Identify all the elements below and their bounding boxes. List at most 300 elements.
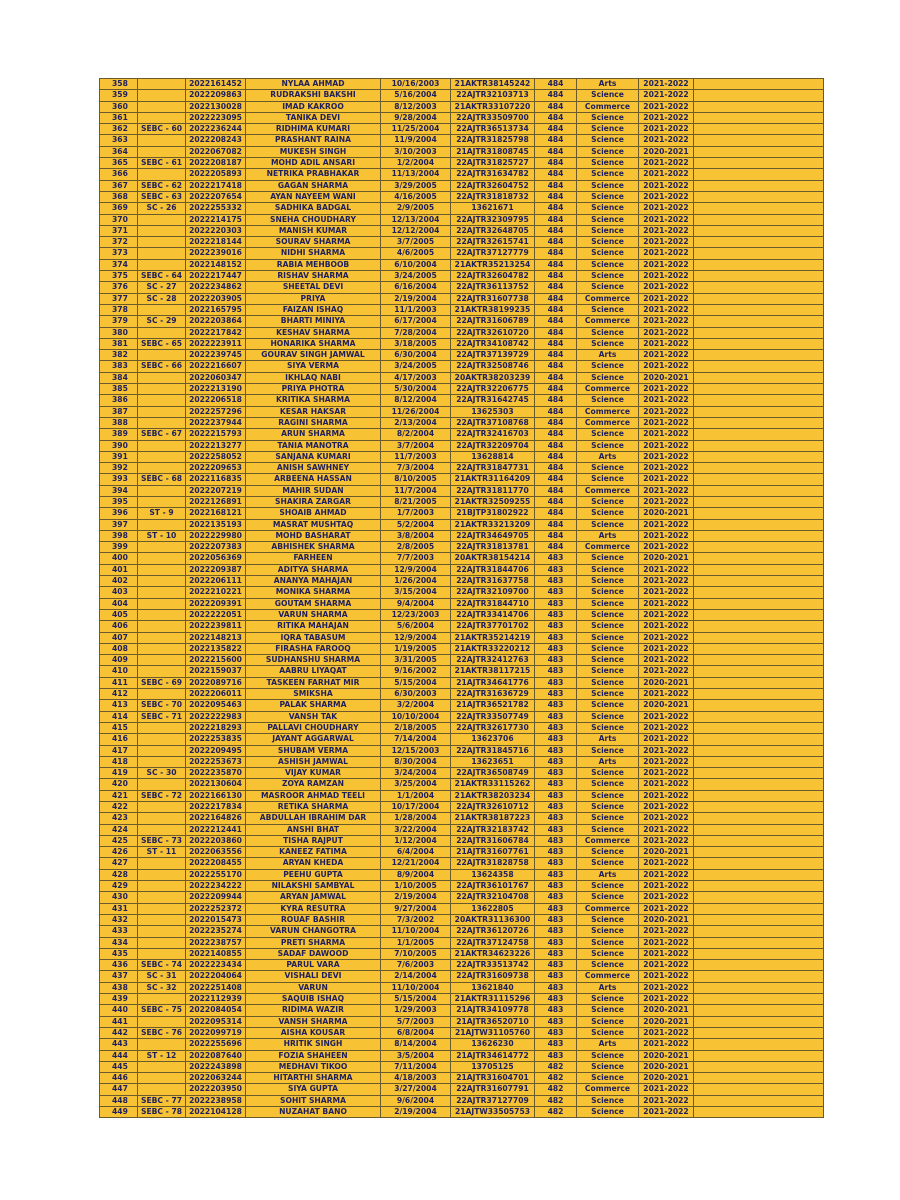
serial-number-cell: 381 xyxy=(100,338,138,349)
empty-cell xyxy=(694,530,824,541)
stream-cell: Commerce xyxy=(577,485,639,496)
date-of-birth-cell: 1/2/2004 xyxy=(381,158,451,169)
form-number-cell: 2022255170 xyxy=(186,869,246,880)
empty-cell xyxy=(694,293,824,304)
marks-cell: 484 xyxy=(535,158,577,169)
marks-cell: 483 xyxy=(535,564,577,575)
empty-cell xyxy=(694,881,824,892)
serial-number-cell: 403 xyxy=(100,587,138,598)
candidate-name-cell: FIRASHA FAROOQ xyxy=(246,643,381,654)
empty-cell xyxy=(694,835,824,846)
date-of-birth-cell: 9/4/2004 xyxy=(381,598,451,609)
table-row xyxy=(100,745,824,756)
stream-cell: Science xyxy=(577,609,639,620)
date-of-birth-cell: 2/14/2004 xyxy=(381,971,451,982)
serial-number-cell: 375 xyxy=(100,271,138,282)
table-row xyxy=(100,282,824,293)
session-cell: 2021-2022 xyxy=(639,926,694,937)
table-row xyxy=(100,338,824,349)
empty-cell xyxy=(694,90,824,101)
roll-number-cell: 22AJTR31844706 xyxy=(451,564,535,575)
date-of-birth-cell: 2/19/2004 xyxy=(381,1107,451,1118)
empty-cell xyxy=(694,135,824,146)
candidate-name-cell: PRIYA xyxy=(246,293,381,304)
stream-cell: Science xyxy=(577,768,639,779)
form-number-cell: 2022116835 xyxy=(186,474,246,485)
empty-cell xyxy=(694,1050,824,1061)
stream-cell: Commerce xyxy=(577,903,639,914)
session-cell: 2021-2022 xyxy=(639,180,694,191)
roll-number-cell: 20AKTR31136300 xyxy=(451,914,535,925)
empty-cell xyxy=(694,1039,824,1050)
session-cell: 2021-2022 xyxy=(639,564,694,575)
session-cell: 2020-2021 xyxy=(639,553,694,564)
marks-cell: 484 xyxy=(535,191,577,202)
serial-number-cell: 397 xyxy=(100,519,138,530)
form-number-cell: 2022067082 xyxy=(186,146,246,157)
marks-cell: 483 xyxy=(535,621,577,632)
empty-cell xyxy=(694,948,824,959)
empty-cell xyxy=(694,372,824,383)
candidate-name-cell: VANSH SHARMA xyxy=(246,1016,381,1027)
candidate-name-cell: KESHAV SHARMA xyxy=(246,327,381,338)
session-cell: 2021-2022 xyxy=(639,271,694,282)
category-rank-cell xyxy=(138,451,186,462)
date-of-birth-cell: 3/24/2005 xyxy=(381,271,451,282)
category-rank-cell: ST - 12 xyxy=(138,1050,186,1061)
serial-number-cell: 408 xyxy=(100,643,138,654)
candidate-name-cell: PRASHANT RAINA xyxy=(246,135,381,146)
category-rank-cell: SEBC - 75 xyxy=(138,1005,186,1016)
session-cell: 2021-2022 xyxy=(639,361,694,372)
form-number-cell: 2022209653 xyxy=(186,463,246,474)
date-of-birth-cell: 1/1/2005 xyxy=(381,937,451,948)
serial-number-cell: 366 xyxy=(100,169,138,180)
date-of-birth-cell: 3/5/2004 xyxy=(381,1050,451,1061)
marks-cell: 483 xyxy=(535,892,577,903)
form-number-cell: 2022217447 xyxy=(186,271,246,282)
candidate-name-cell: ADITYA SHARMA xyxy=(246,564,381,575)
session-cell: 2020-2021 xyxy=(639,508,694,519)
candidate-name-cell: ANSHI BHAT xyxy=(246,824,381,835)
empty-cell xyxy=(694,779,824,790)
candidate-name-cell: RAGINI SHARMA xyxy=(246,417,381,428)
candidate-name-cell: VARUN CHANGOTRA xyxy=(246,926,381,937)
table-row xyxy=(100,293,824,304)
serial-number-cell: 396 xyxy=(100,508,138,519)
form-number-cell: 2022204064 xyxy=(186,971,246,982)
table-row xyxy=(100,463,824,474)
form-number-cell: 2022258052 xyxy=(186,451,246,462)
marks-cell: 484 xyxy=(535,282,577,293)
date-of-birth-cell: 1/26/2004 xyxy=(381,576,451,587)
empty-cell xyxy=(694,304,824,315)
form-number-cell: 2022223095 xyxy=(186,112,246,123)
session-cell: 2021-2022 xyxy=(639,869,694,880)
serial-number-cell: 422 xyxy=(100,802,138,813)
date-of-birth-cell: 7/14/2004 xyxy=(381,734,451,745)
marks-cell: 483 xyxy=(535,914,577,925)
roll-number-cell: 22AJTR31606784 xyxy=(451,835,535,846)
empty-cell xyxy=(694,790,824,801)
stream-cell: Commerce xyxy=(577,971,639,982)
session-cell: 2021-2022 xyxy=(639,632,694,643)
form-number-cell: 2022217842 xyxy=(186,327,246,338)
roll-number-cell: 22AJTR32103713 xyxy=(451,90,535,101)
session-cell: 2021-2022 xyxy=(639,79,694,90)
candidate-name-cell: SHUBAM VERMA xyxy=(246,745,381,756)
date-of-birth-cell: 11/13/2004 xyxy=(381,169,451,180)
stream-cell: Science xyxy=(577,1061,639,1072)
table-row xyxy=(100,79,824,90)
date-of-birth-cell: 4/17/2003 xyxy=(381,372,451,383)
stream-cell: Science xyxy=(577,203,639,214)
empty-cell xyxy=(694,971,824,982)
roll-number-cell: 22AJTR31607791 xyxy=(451,1084,535,1095)
marks-cell: 483 xyxy=(535,711,577,722)
stream-cell: Arts xyxy=(577,869,639,880)
stream-cell: Science xyxy=(577,463,639,474)
form-number-cell: 2022215793 xyxy=(186,429,246,440)
form-number-cell: 2022213277 xyxy=(186,440,246,451)
category-rank-cell xyxy=(138,79,186,90)
serial-number-cell: 424 xyxy=(100,824,138,835)
serial-number-cell: 358 xyxy=(100,79,138,90)
session-cell: 2021-2022 xyxy=(639,768,694,779)
category-rank-cell: SEBC - 78 xyxy=(138,1107,186,1118)
category-rank-cell: SEBC - 64 xyxy=(138,271,186,282)
category-rank-cell xyxy=(138,225,186,236)
empty-cell xyxy=(694,689,824,700)
empty-cell xyxy=(694,756,824,767)
empty-cell xyxy=(694,802,824,813)
marks-cell: 484 xyxy=(535,79,577,90)
stream-cell: Science xyxy=(577,960,639,971)
candidate-name-cell: FAIZAN ISHAQ xyxy=(246,304,381,315)
stream-cell: Commerce xyxy=(577,101,639,112)
date-of-birth-cell: 8/12/2004 xyxy=(381,395,451,406)
stream-cell: Science xyxy=(577,361,639,372)
empty-cell xyxy=(694,666,824,677)
form-number-cell: 2022056369 xyxy=(186,553,246,564)
session-cell: 2021-2022 xyxy=(639,485,694,496)
empty-cell xyxy=(694,384,824,395)
form-number-cell: 2022207383 xyxy=(186,542,246,553)
marks-cell: 483 xyxy=(535,813,577,824)
candidate-name-cell: ARBEENA HASSAN xyxy=(246,474,381,485)
stream-cell: Science xyxy=(577,440,639,451)
stream-cell: Science xyxy=(577,237,639,248)
roll-number-cell: 21AJTR36520710 xyxy=(451,1016,535,1027)
empty-cell xyxy=(694,813,824,824)
category-rank-cell xyxy=(138,937,186,948)
serial-number-cell: 401 xyxy=(100,564,138,575)
empty-cell xyxy=(694,892,824,903)
stream-cell: Commerce xyxy=(577,835,639,846)
roll-number-cell: 22AJTR31825798 xyxy=(451,135,535,146)
session-cell: 2021-2022 xyxy=(639,903,694,914)
empty-cell xyxy=(694,553,824,564)
roll-number-cell: 21AJTR31604701 xyxy=(451,1073,535,1084)
date-of-birth-cell: 11/9/2004 xyxy=(381,135,451,146)
stream-cell: Science xyxy=(577,564,639,575)
form-number-cell: 2022253673 xyxy=(186,756,246,767)
serial-number-cell: 437 xyxy=(100,971,138,982)
serial-number-cell: 440 xyxy=(100,1005,138,1016)
candidate-name-cell: TASKEEN FARHAT MIR xyxy=(246,677,381,688)
marks-cell: 484 xyxy=(535,124,577,135)
date-of-birth-cell: 8/12/2003 xyxy=(381,101,451,112)
stream-cell: Science xyxy=(577,496,639,507)
date-of-birth-cell: 11/7/2004 xyxy=(381,485,451,496)
serial-number-cell: 417 xyxy=(100,745,138,756)
date-of-birth-cell: 8/14/2004 xyxy=(381,1039,451,1050)
serial-number-cell: 388 xyxy=(100,417,138,428)
serial-number-cell: 386 xyxy=(100,395,138,406)
roll-number-cell: 22AJTR31845716 xyxy=(451,745,535,756)
category-rank-cell xyxy=(138,259,186,270)
form-number-cell: 2022209387 xyxy=(186,564,246,575)
date-of-birth-cell: 7/10/2005 xyxy=(381,948,451,959)
roll-number-cell: 21AKTR35214219 xyxy=(451,632,535,643)
table-row xyxy=(100,869,824,880)
session-cell: 2020-2021 xyxy=(639,1005,694,1016)
candidate-name-cell: MASROOR AHMAD TEELI xyxy=(246,790,381,801)
session-cell: 2021-2022 xyxy=(639,711,694,722)
table-row xyxy=(100,530,824,541)
marks-cell: 483 xyxy=(535,835,577,846)
session-cell: 2021-2022 xyxy=(639,835,694,846)
stream-cell: Science xyxy=(577,1027,639,1038)
table-row xyxy=(100,304,824,315)
stream-cell: Commerce xyxy=(577,1084,639,1095)
empty-cell xyxy=(694,847,824,858)
date-of-birth-cell: 8/2/2004 xyxy=(381,429,451,440)
form-number-cell: 2022234222 xyxy=(186,881,246,892)
date-of-birth-cell: 2/18/2005 xyxy=(381,722,451,733)
table-row xyxy=(100,1084,824,1095)
candidate-name-cell: KANEEZ FATIMA xyxy=(246,847,381,858)
table-row xyxy=(100,553,824,564)
stream-cell: Science xyxy=(577,327,639,338)
marks-cell: 483 xyxy=(535,700,577,711)
session-cell: 2020-2021 xyxy=(639,1016,694,1027)
serial-number-cell: 445 xyxy=(100,1061,138,1072)
category-rank-cell xyxy=(138,869,186,880)
roll-number-cell: 21AKTR38187223 xyxy=(451,813,535,824)
empty-cell xyxy=(694,463,824,474)
table-row xyxy=(100,881,824,892)
category-rank-cell: SEBC - 74 xyxy=(138,960,186,971)
category-rank-cell: SEBC - 69 xyxy=(138,677,186,688)
serial-number-cell: 398 xyxy=(100,530,138,541)
empty-cell xyxy=(694,722,824,733)
session-cell: 2021-2022 xyxy=(639,824,694,835)
marks-cell: 484 xyxy=(535,361,577,372)
table-row xyxy=(100,802,824,813)
stream-cell: Arts xyxy=(577,756,639,767)
date-of-birth-cell: 12/9/2004 xyxy=(381,632,451,643)
roll-number-cell: 20AKTR38203239 xyxy=(451,372,535,383)
table-row xyxy=(100,542,824,553)
serial-number-cell: 415 xyxy=(100,722,138,733)
table-row xyxy=(100,609,824,620)
category-rank-cell: SC - 26 xyxy=(138,203,186,214)
serial-number-cell: 421 xyxy=(100,790,138,801)
marks-cell: 483 xyxy=(535,609,577,620)
empty-cell xyxy=(694,417,824,428)
date-of-birth-cell: 1/12/2004 xyxy=(381,835,451,846)
table-row xyxy=(100,451,824,462)
session-cell: 2021-2022 xyxy=(639,327,694,338)
marks-cell: 483 xyxy=(535,655,577,666)
date-of-birth-cell: 3/15/2004 xyxy=(381,587,451,598)
table-row xyxy=(100,655,824,666)
serial-number-cell: 435 xyxy=(100,948,138,959)
candidate-name-cell: PRETI SHARMA xyxy=(246,937,381,948)
candidate-name-cell: MOHD ADIL ANSARI xyxy=(246,158,381,169)
marks-cell: 483 xyxy=(535,553,577,564)
roll-number-cell: 22AJTR32648705 xyxy=(451,225,535,236)
marks-cell: 483 xyxy=(535,756,577,767)
category-rank-cell: SC - 27 xyxy=(138,282,186,293)
roll-number-cell: 22AJTR32617730 xyxy=(451,722,535,733)
candidate-name-cell: ABDULLAH IBRAHIM DAR xyxy=(246,813,381,824)
session-cell: 2021-2022 xyxy=(639,530,694,541)
session-cell: 2020-2021 xyxy=(639,146,694,157)
roll-number-cell: 22AJTR32416703 xyxy=(451,429,535,440)
form-number-cell: 2022234862 xyxy=(186,282,246,293)
session-cell: 2020-2021 xyxy=(639,677,694,688)
marks-cell: 484 xyxy=(535,372,577,383)
marks-cell: 484 xyxy=(535,112,577,123)
serial-number-cell: 374 xyxy=(100,259,138,270)
roll-number-cell: 21AKTR35213254 xyxy=(451,259,535,270)
empty-cell xyxy=(694,1061,824,1072)
roll-number-cell: 22AJTR32610720 xyxy=(451,327,535,338)
empty-cell xyxy=(694,564,824,575)
roll-number-cell: 22AJTR37108768 xyxy=(451,417,535,428)
serial-number-cell: 414 xyxy=(100,711,138,722)
stream-cell: Science xyxy=(577,813,639,824)
roll-number-cell: 22AJTR32209704 xyxy=(451,440,535,451)
serial-number-cell: 395 xyxy=(100,496,138,507)
candidate-name-cell: ASHISH JAMWAL xyxy=(246,756,381,767)
stream-cell: Science xyxy=(577,948,639,959)
roll-number-cell: 22AJTR36113752 xyxy=(451,282,535,293)
form-number-cell: 2022217834 xyxy=(186,802,246,813)
serial-number-cell: 359 xyxy=(100,90,138,101)
marks-cell: 484 xyxy=(535,293,577,304)
category-rank-cell xyxy=(138,576,186,587)
empty-cell xyxy=(694,112,824,123)
roll-number-cell: 22AJTR32412763 xyxy=(451,655,535,666)
stream-cell: Arts xyxy=(577,530,639,541)
empty-cell xyxy=(694,576,824,587)
serial-number-cell: 432 xyxy=(100,914,138,925)
form-number-cell: 2022168121 xyxy=(186,508,246,519)
serial-number-cell: 412 xyxy=(100,689,138,700)
date-of-birth-cell: 4/6/2005 xyxy=(381,248,451,259)
date-of-birth-cell: 7/6/2003 xyxy=(381,960,451,971)
candidate-name-cell: RISHAV SHARMA xyxy=(246,271,381,282)
category-rank-cell xyxy=(138,587,186,598)
table-row xyxy=(100,790,824,801)
empty-cell xyxy=(694,926,824,937)
roll-number-cell: 22AJTR31606789 xyxy=(451,316,535,327)
serial-number-cell: 382 xyxy=(100,350,138,361)
form-number-cell: 2022164826 xyxy=(186,813,246,824)
stream-cell: Arts xyxy=(577,734,639,745)
category-rank-cell: SEBC - 60 xyxy=(138,124,186,135)
marks-cell: 483 xyxy=(535,598,577,609)
date-of-birth-cell: 2/8/2005 xyxy=(381,542,451,553)
roll-number-cell: 22AJTR36120726 xyxy=(451,926,535,937)
stream-cell: Science xyxy=(577,1050,639,1061)
stream-cell: Science xyxy=(577,112,639,123)
category-rank-cell: SEBC - 61 xyxy=(138,158,186,169)
marks-cell: 482 xyxy=(535,1095,577,1106)
empty-cell xyxy=(694,338,824,349)
category-rank-cell xyxy=(138,327,186,338)
session-cell: 2021-2022 xyxy=(639,259,694,270)
date-of-birth-cell: 3/24/2004 xyxy=(381,768,451,779)
stream-cell: Science xyxy=(577,429,639,440)
candidate-name-cell: HITARTHI SHARMA xyxy=(246,1073,381,1084)
marks-cell: 484 xyxy=(535,429,577,440)
session-cell: 2021-2022 xyxy=(639,90,694,101)
table-row xyxy=(100,666,824,677)
date-of-birth-cell: 9/16/2002 xyxy=(381,666,451,677)
roll-number-cell: 22AJTR32615741 xyxy=(451,237,535,248)
marks-cell: 484 xyxy=(535,508,577,519)
empty-cell xyxy=(694,598,824,609)
empty-cell xyxy=(694,191,824,202)
table-row xyxy=(100,225,824,236)
date-of-birth-cell: 11/25/2004 xyxy=(381,124,451,135)
empty-cell xyxy=(694,508,824,519)
marks-cell: 484 xyxy=(535,530,577,541)
category-rank-cell: ST - 9 xyxy=(138,508,186,519)
serial-number-cell: 364 xyxy=(100,146,138,157)
session-cell: 2021-2022 xyxy=(639,598,694,609)
form-number-cell: 2022238958 xyxy=(186,1095,246,1106)
marks-cell: 483 xyxy=(535,802,577,813)
roll-number-cell: 22AJTR37127779 xyxy=(451,248,535,259)
date-of-birth-cell: 2/19/2004 xyxy=(381,293,451,304)
category-rank-cell xyxy=(138,994,186,1005)
marks-cell: 483 xyxy=(535,1050,577,1061)
marks-cell: 483 xyxy=(535,768,577,779)
empty-cell xyxy=(694,655,824,666)
marks-cell: 483 xyxy=(535,971,577,982)
marks-cell: 484 xyxy=(535,271,577,282)
candidate-name-cell: AYAN NAYEEM WANI xyxy=(246,191,381,202)
empty-cell xyxy=(694,146,824,157)
stream-cell: Science xyxy=(577,180,639,191)
date-of-birth-cell: 11/10/2004 xyxy=(381,926,451,937)
empty-cell xyxy=(694,203,824,214)
category-rank-cell xyxy=(138,858,186,869)
session-cell: 2021-2022 xyxy=(639,621,694,632)
stream-cell: Science xyxy=(577,892,639,903)
serial-number-cell: 441 xyxy=(100,1016,138,1027)
candidate-name-cell: MEDHAVI TIKOO xyxy=(246,1061,381,1072)
stream-cell: Science xyxy=(577,474,639,485)
stream-cell: Science xyxy=(577,847,639,858)
roll-number-cell: 21AKTR33220212 xyxy=(451,643,535,654)
session-cell: 2021-2022 xyxy=(639,722,694,733)
